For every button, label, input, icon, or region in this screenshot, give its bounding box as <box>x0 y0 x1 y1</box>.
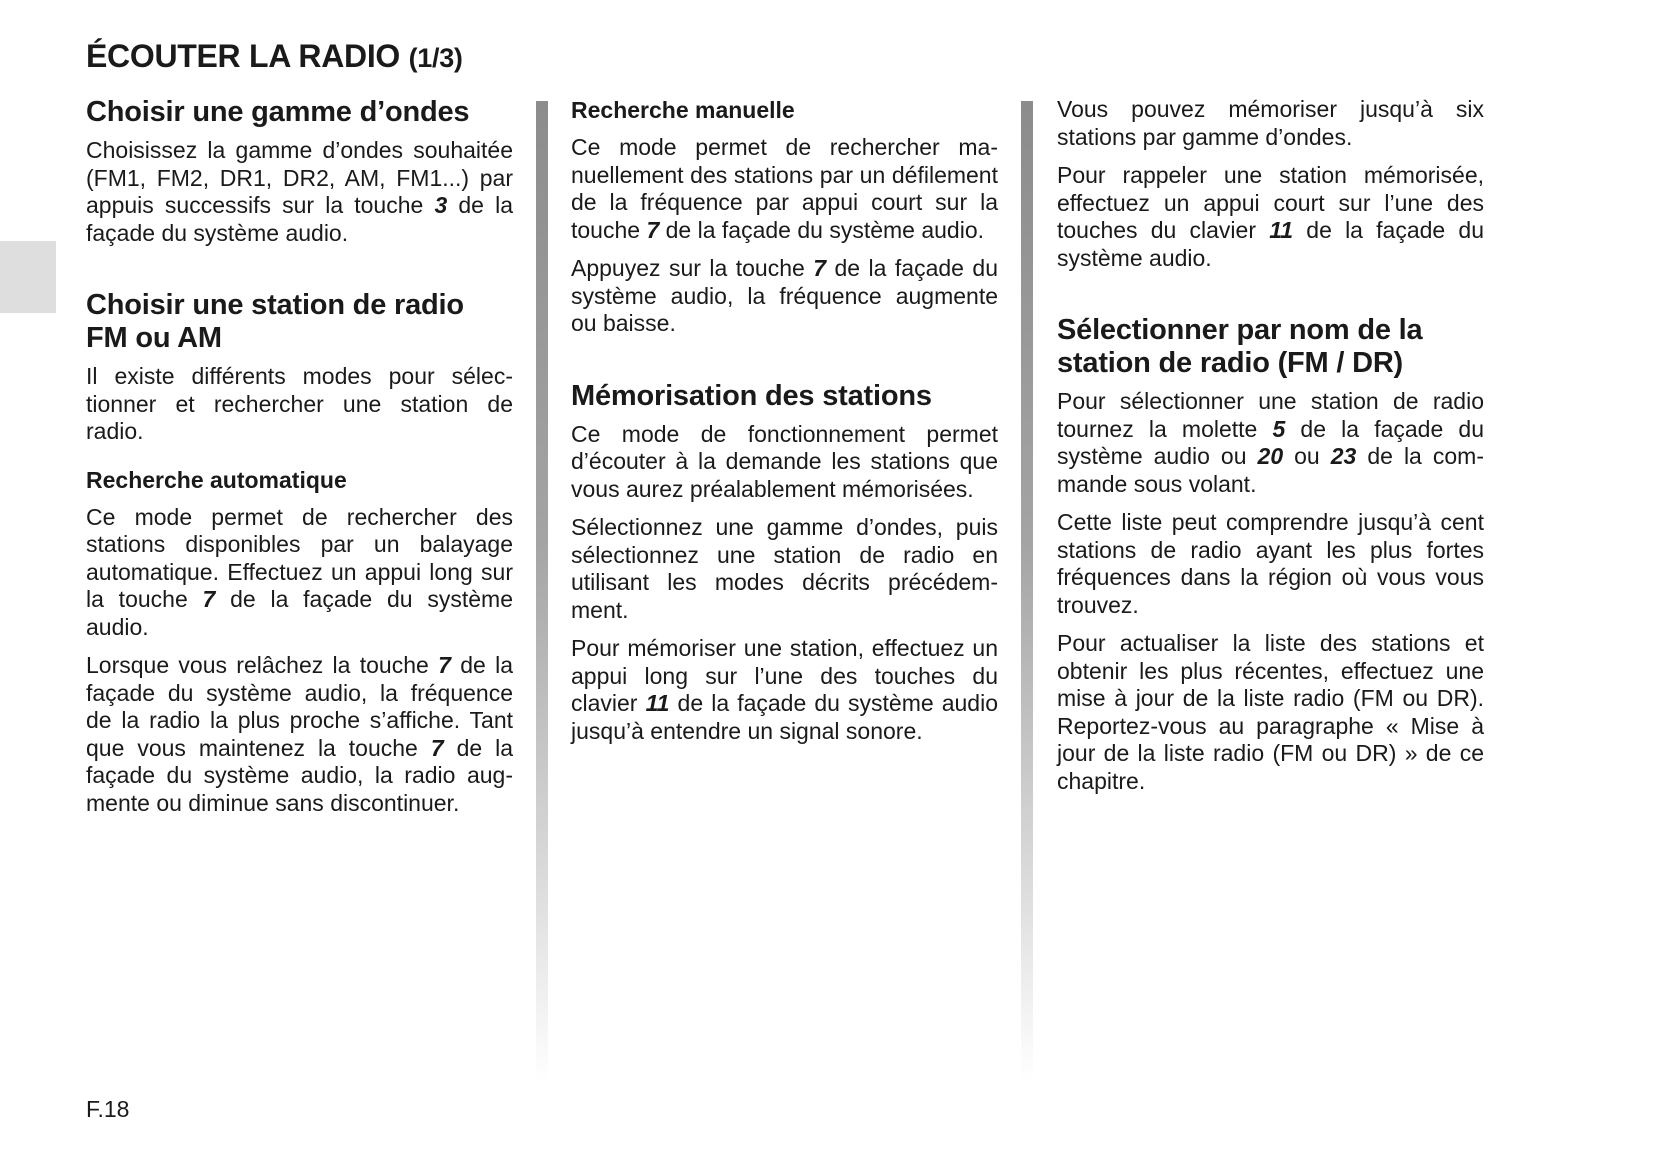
key-number: 7 <box>430 734 444 761</box>
paragraph-manual-search: Ce mode permet de rechercher manuellement des stations par un défilement de la fréquence par appui court sur la touche 7 de la façade du système audio. <box>571 134 998 243</box>
key-number: 20 <box>1257 443 1284 469</box>
heading-select-by-name: Sélectionner par nom de la station de radio (FM / DR) <box>1057 314 1423 379</box>
column-divider <box>1021 101 1033 1081</box>
paragraph-update-list: Pour actualiser la liste des stations et obtenir les plus récentes, effectuez une mise à jour de la liste radio (FM ou DR). Reportez-vous au paragraphe « Mise à jour de la liste radio (FM ou DR) » de ce chapitre. <box>1057 630 1484 794</box>
key-number: 7 <box>813 255 827 281</box>
paragraph-choose-band: Choisissez la gamme d’ondes souhaitée (FM1, FM2, DR1, DR2, AM, FM1...) par appuis successifs sur la touche 3 de la façade du système audio. <box>86 137 514 246</box>
page-number: F.18 <box>86 1096 130 1122</box>
key-number: 7 <box>646 216 660 243</box>
paragraph-station-list: Cette liste peut comprendre jusqu’à cent stations de radio ayant les plus fortes fréquences dans la région où vous vous trouvez. <box>1057 509 1484 618</box>
paragraph-store-station: Pour mémoriser une station, effectuez un appui long sur l’une des touches du clavier 11 de la façade du système audio jusqu’à entendre un signal sonore. <box>571 635 999 744</box>
paragraph-press-key: Appuyez sur la touche 7 de la façade du système audio, la fréquence augmente ou baisse. <box>571 255 998 336</box>
paragraph-select-by-name: Pour sélectionner une station de radio tournez la molette 5 de la façade du système audio ou 20 ou 23 de la commande sous volant. <box>1057 388 1484 497</box>
page-title-text: ÉCOUTER LA RADIO <box>86 38 401 74</box>
heading-choose-band: Choisir une gamme d’ondes <box>86 96 470 128</box>
column-3 <box>1057 96 1484 806</box>
paragraph-memorisation: Ce mode de fonctionnement permet d’écouter à la demande les stations que vous aurez préalablement mémorisées. <box>571 420 998 502</box>
heading-memorisation: Mémorisation des stations <box>571 379 932 412</box>
heading-choose-station: Choisir une station de radio FM ou AM <box>86 289 464 354</box>
key-number: 23 <box>1330 443 1357 469</box>
paragraph-six-stations: Vous pouvez mémoriser jusqu’à six stations par gamme d’ondes. <box>1057 96 1484 150</box>
key-number: 11 <box>645 690 670 716</box>
column-1 <box>86 96 513 828</box>
column-2 <box>571 96 998 756</box>
key-number: 3 <box>434 192 448 218</box>
paragraph-recall-station: Pour rappeler une station mémorisée, effectuez un appui court sur l’une des touches du clavier 11 de la façade du système audio. <box>1057 162 1485 271</box>
paragraph-select-band: Sélectionnez une gamme d’ondes, puis sélectionnez une station de radio en utilisant les modes décrits précédemment. <box>571 514 998 623</box>
paragraph-modes: Il existe différents modes pour sélectionner et rechercher une station de radio. <box>86 363 513 444</box>
column-divider <box>536 101 548 1081</box>
paragraph-auto-search: Ce mode permet de rechercher des stations disponibles par un balayage automatique. Effectuez un appui long sur la touche 7 de la façade du système audio. <box>86 503 513 640</box>
key-number: 7 <box>202 586 216 612</box>
key-number: 5 <box>1272 415 1286 442</box>
key-number: 11 <box>1269 217 1294 243</box>
heading-manual-search: Recherche manuelle <box>571 97 795 123</box>
heading-auto-search: Recherche automatique <box>86 466 347 493</box>
page-title <box>86 38 463 75</box>
key-number: 7 <box>438 652 451 678</box>
page-part-indicator: (1/3) <box>408 43 463 73</box>
paragraph-release-key: Lorsque vous relâchez la touche 7 de la façade du système audio, la fréquence de la radio la plus proche s’affiche. Tant que vous maintenez la touche 7 de la façade du système audio, la radio augmente ou diminue sans discontinuer. <box>86 652 514 816</box>
chapter-tab-marker <box>0 241 56 313</box>
